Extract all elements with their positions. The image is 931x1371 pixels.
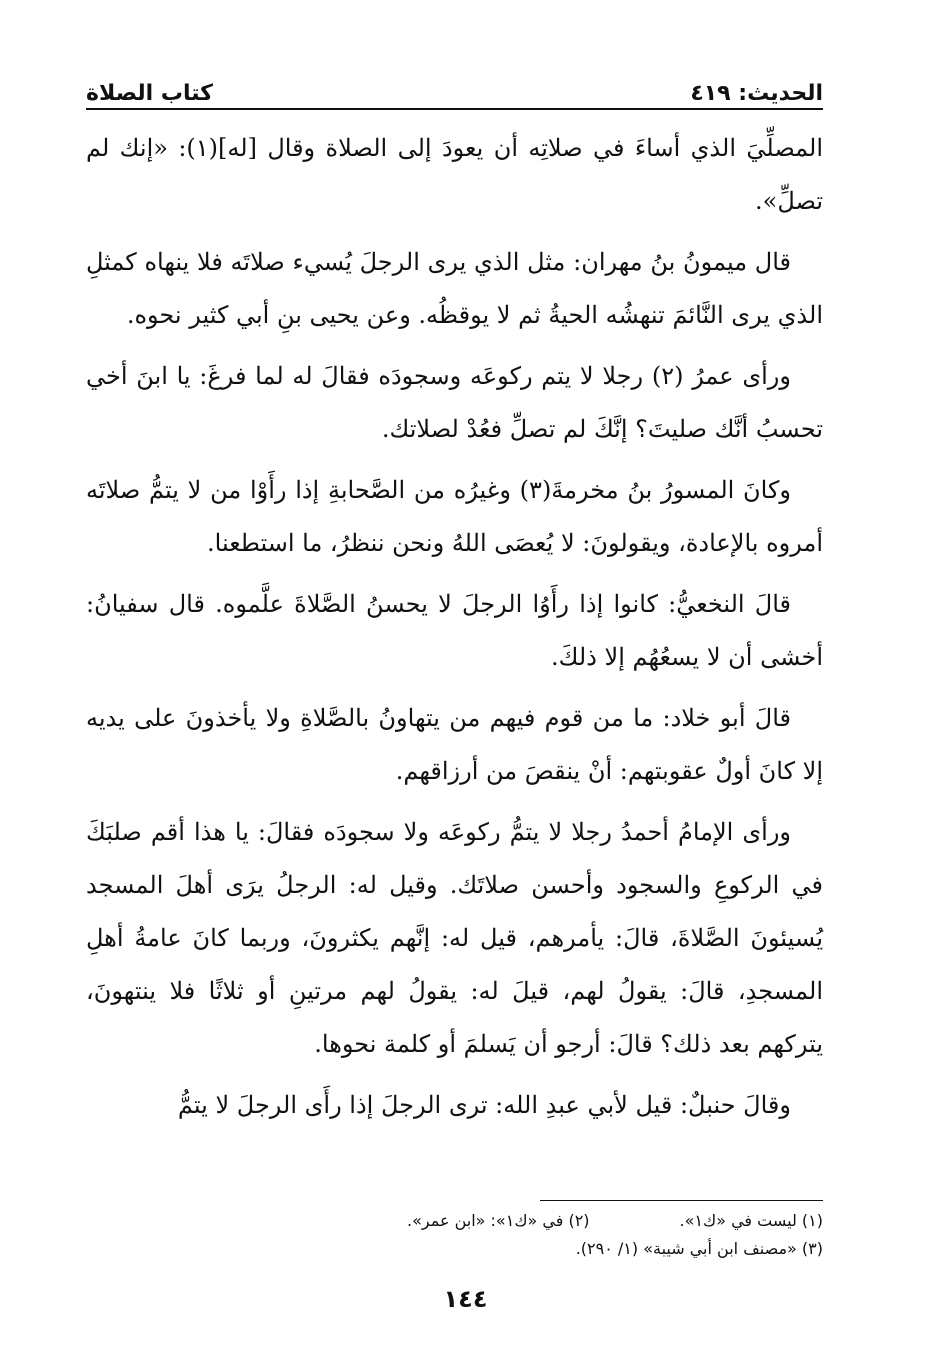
footnote-3: (٣) «مصنف ابن أبي شيبة» (١/ ٢٩٠). — [575, 1239, 823, 1258]
paragraph-8: وقالَ حنبلٌ: قيل لأبي عبدِ الله: ترى الرجلَ إذا رأَى الرجلَ لا يتمُّ — [177, 1091, 791, 1119]
main-text — [86, 122, 823, 1132]
footnotes — [86, 1207, 823, 1263]
footnote-divider — [540, 1200, 823, 1201]
header-divider — [86, 108, 823, 110]
running-header — [86, 74, 823, 108]
paragraph-1: المصلِّيَ الذي أساءَ في صلاتِه أن يعودَ إلى الصلاة وقال [له](١): «إنك لم تصلِّ». — [86, 134, 823, 215]
paragraph-3: ورأى عمرُ (٢) رجلا لا يتم ركوعَه وسجودَه فقالَ له لما فرغَ: يا ابنَ أخي تحسبُ أنَّك صليتَ؟ إنَّكَ لم تصلِّ فعُدْ لصلاتك. — [86, 362, 823, 443]
hadith-reference: الحديث: ٤١٩ — [690, 81, 823, 106]
footnote-row — [86, 1207, 823, 1235]
paragraph-4: وكانَ المسورُ بنُ مخرمةَ(٣) وغيرُه من الصَّحابةِ إذا رأَوْا من لا يتمُّ صلاتَه أمروه بالإعادة، ويقولونَ: لا يُعصَى اللهُ ونحن ننظرُ، ما استطعنا. — [86, 476, 823, 557]
footnote-1: (١) ليست في «ك١». — [679, 1211, 823, 1230]
page-number: ١٤٤ — [443, 1285, 488, 1313]
footnote-2: (٢) في «ك١»: «ابن عمر». — [407, 1211, 590, 1230]
paragraph-5: قالَ النخعيُّ: كانوا إذا رأَوُا الرجلَ لا يحسنُ الصَّلاةَ علَّموه. قال سفيانُ: أخشى أن لا يسعُهُم إلا ذلكَ. — [86, 590, 823, 671]
paragraph-2: قال ميمونُ بنُ مهران: مثل الذي يرى الرجلَ يُسيء صلاتَه فلا ينهاه كمثلِ الذي يرى النَّائمَ تنهشُه الحيةُ ثم لا يوقظُه. وعن يحيى بنِ أبي كثير نحوه. — [86, 248, 823, 329]
paragraph-6: قالَ أبو خلاد: ما من قوم فيهم من يتهاونُ بالصَّلاةِ ولا يأخذونَ على يديه إلا كانَ أولٌ عقوبتهم: أنْ ينقصَ من أرزاقهم. — [86, 704, 823, 785]
footnote-row — [86, 1235, 823, 1263]
book-title: كتاب الصلاة — [86, 81, 213, 106]
paragraph-7: ورأى الإمامُ أحمدُ رجلا لا يتمُّ ركوعَه ولا سجودَه فقالَ: يا هذا أقم صلبَكَ في الركوعِ والسجود وأحسن صلاتَك. وقيل له: الرجلُ يرَى أهلَ المسجد يُسيئونَ الصَّلاةَ، قالَ: يأمرهم، قيل له: إنَّهم يكثرونَ، وربما كانَ عامةُ أهلِ المسجدِ، قالَ: يقولُ لهم، قيلَ له: يقولُ لهم مرتينِ أو ثلاثًا فلا ينتهونَ، يتركهم بعد ذلك؟ قالَ: أرجو أن يَسلمَ أو كلمة نحوها. — [86, 818, 823, 1058]
